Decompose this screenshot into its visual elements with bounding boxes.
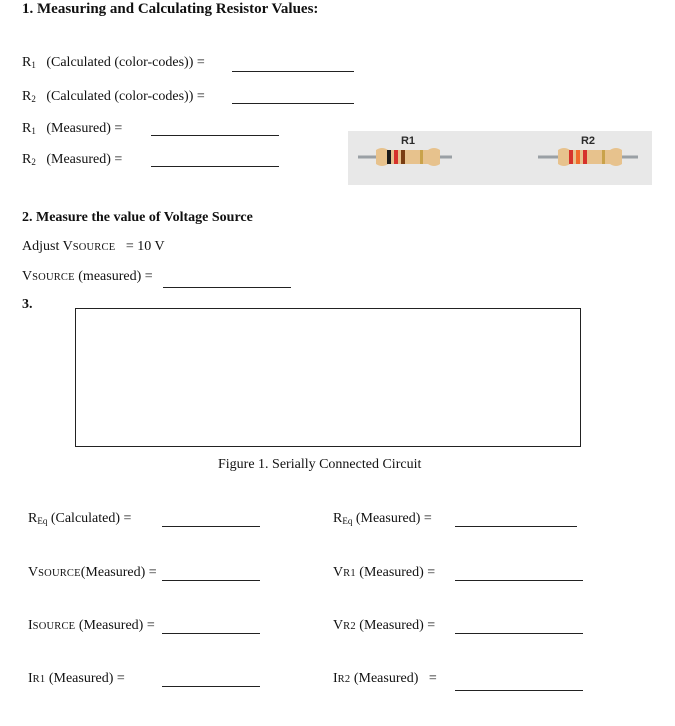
section2-heading: 2. Measure the value of Voltage Source — [22, 210, 253, 225]
r1-label: R1 — [400, 135, 416, 147]
figure-caption: Figure 1. Serially Connected Circuit — [218, 457, 422, 472]
req-calculated-label: $R_{Eq}$ (Calculated) = — [28, 511, 132, 526]
vsource-measured-result-blank[interactable] — [162, 580, 260, 581]
r1-calculated-label: $R_1$ (Calculated (color-codes)) = — [22, 55, 205, 70]
r1-band-3 — [401, 150, 405, 164]
circuit-figure-box — [75, 308, 581, 447]
r2-band-2 — [576, 150, 580, 164]
r2-measured-label: $R_2$ (Measured) = — [22, 152, 123, 167]
ir1-measured-blank[interactable] — [162, 686, 260, 687]
isource-measured-label: ISOURCE (Measured) = — [28, 618, 155, 633]
r2-measured-blank[interactable] — [151, 166, 279, 167]
vsource-measured-label: VSOURCE (measured) = — [22, 269, 153, 284]
r2-band-3 — [583, 150, 587, 164]
r2-label: R2 — [580, 135, 596, 147]
vr1-measured-blank[interactable] — [455, 580, 583, 581]
isource-measured-blank[interactable] — [162, 633, 260, 634]
r2-body — [558, 148, 622, 166]
r2-band-1 — [569, 150, 573, 164]
section1-heading: 1. Measuring and Calculating Resistor Values: — [22, 1, 319, 17]
r2-band-tolerance — [602, 150, 605, 164]
req-measured-label: $R_{Eq}$ (Measured) = — [333, 511, 432, 526]
r1-band-1 — [387, 150, 391, 164]
r1-band-2 — [394, 150, 398, 164]
r2-calculated-blank[interactable] — [232, 103, 354, 104]
r1-band-tolerance — [420, 150, 423, 164]
ir2-measured-label: IR2 (Measured) = — [333, 671, 437, 686]
vsource-measured-blank[interactable] — [163, 287, 291, 288]
req-measured-blank[interactable] — [455, 526, 577, 527]
vr1-measured-label: VR1 (Measured) = — [333, 565, 436, 580]
adjust-vsource-label: Adjust VSOURCE = 10 V — [22, 239, 165, 254]
vr2-measured-label: VR2 (Measured) = — [333, 618, 436, 633]
r2-calculated-label: $R_2$ (Calculated (color-codes)) = — [22, 89, 205, 104]
r1-measured-blank[interactable] — [151, 135, 279, 136]
req-calculated-blank[interactable] — [162, 526, 260, 527]
ir2-measured-blank[interactable] — [455, 690, 583, 691]
r1-measured-label: $R_1$ (Measured) = — [22, 121, 123, 136]
resistor-image-panel — [348, 131, 652, 185]
vsource-measured-result-label: VSOURCE(Measured) = — [28, 565, 157, 580]
r1-calculated-blank[interactable] — [232, 71, 354, 72]
resistor-illustration — [348, 131, 652, 185]
ir1-measured-label: IR1 (Measured) = — [28, 671, 125, 686]
r1-body — [376, 148, 440, 166]
section3-number: 3. — [22, 297, 33, 312]
vr2-measured-blank[interactable] — [455, 633, 583, 634]
